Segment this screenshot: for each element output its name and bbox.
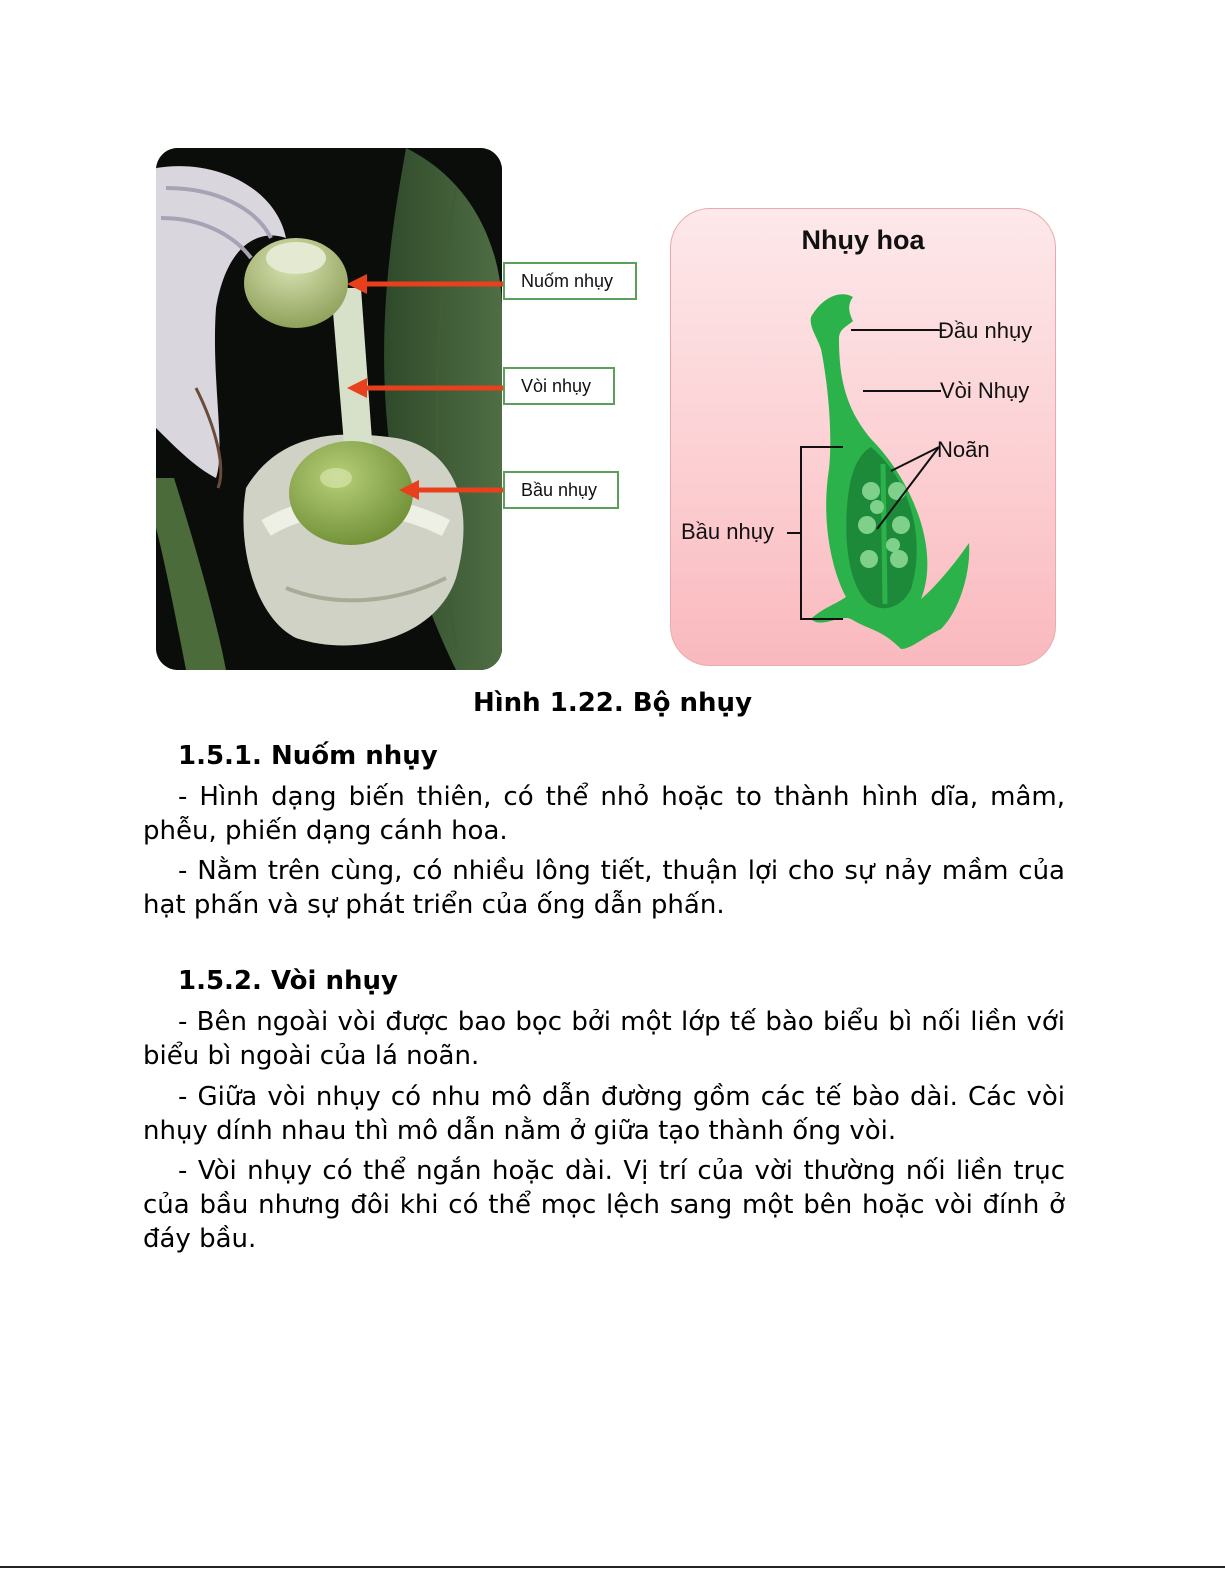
paragraph: - Vòi nhụy có thể ngắn hoặc dài. Vị trí của vời thường nối liền trục của bầu nhưng đôi khi có thể mọc lệch sang một bên hoặc vòi đính ở đáy bầu.: [143, 1156, 1065, 1254]
label-ovule: Noãn: [937, 437, 990, 462]
section-heading-stigma: 1.5.1. Nuốm nhụy: [178, 741, 438, 771]
paragraph: - Bên ngoài vòi được bao bọc bởi một lớp tế bào biểu bì nối liền với biểu bì ngoài của lá noãn.: [143, 1007, 1065, 1071]
diagram-title: Nhụy hoa: [801, 225, 925, 255]
paragraph: - Hình dạng biến thiên, có thể nhỏ hoặc to thành hình dĩa, mâm, phễu, phiến dạng cánh hoa.: [143, 782, 1065, 846]
figure-caption: Hình 1.22. Bộ nhụy: [472, 688, 753, 718]
pistil-drawing: [671, 209, 1056, 666]
photo-arrows: [345, 270, 510, 510]
pistil-diagram: [670, 208, 1056, 666]
bottom-rule: [0, 1566, 1225, 1568]
label-stigma: Đầu nhụy: [938, 318, 1033, 343]
section-heading-style: 1.5.2. Vòi nhụy: [178, 966, 398, 996]
paragraph: - Nằm trên cùng, có nhiều lông tiết, thuận lợi cho sự nảy mầm của hạt phấn và sự phát triển của ống dẫn phấn.: [143, 856, 1065, 920]
label-ovary: Bầu nhụy: [681, 519, 774, 544]
callout-ovary: Bầu nhụy: [503, 471, 619, 509]
label-style: Vòi Nhụy: [940, 378, 1030, 403]
paragraph: - Giữa vòi nhụy có nhu mô dẫn đường gồm các tế bào dài. Các vòi nhụy dính nhau thì mô dẫn nằm ở giữa tạo thành ống vòi.: [143, 1082, 1065, 1146]
callout-style: Vòi nhụy: [503, 367, 615, 405]
callout-stigma: Nuốm nhụy: [503, 262, 637, 300]
